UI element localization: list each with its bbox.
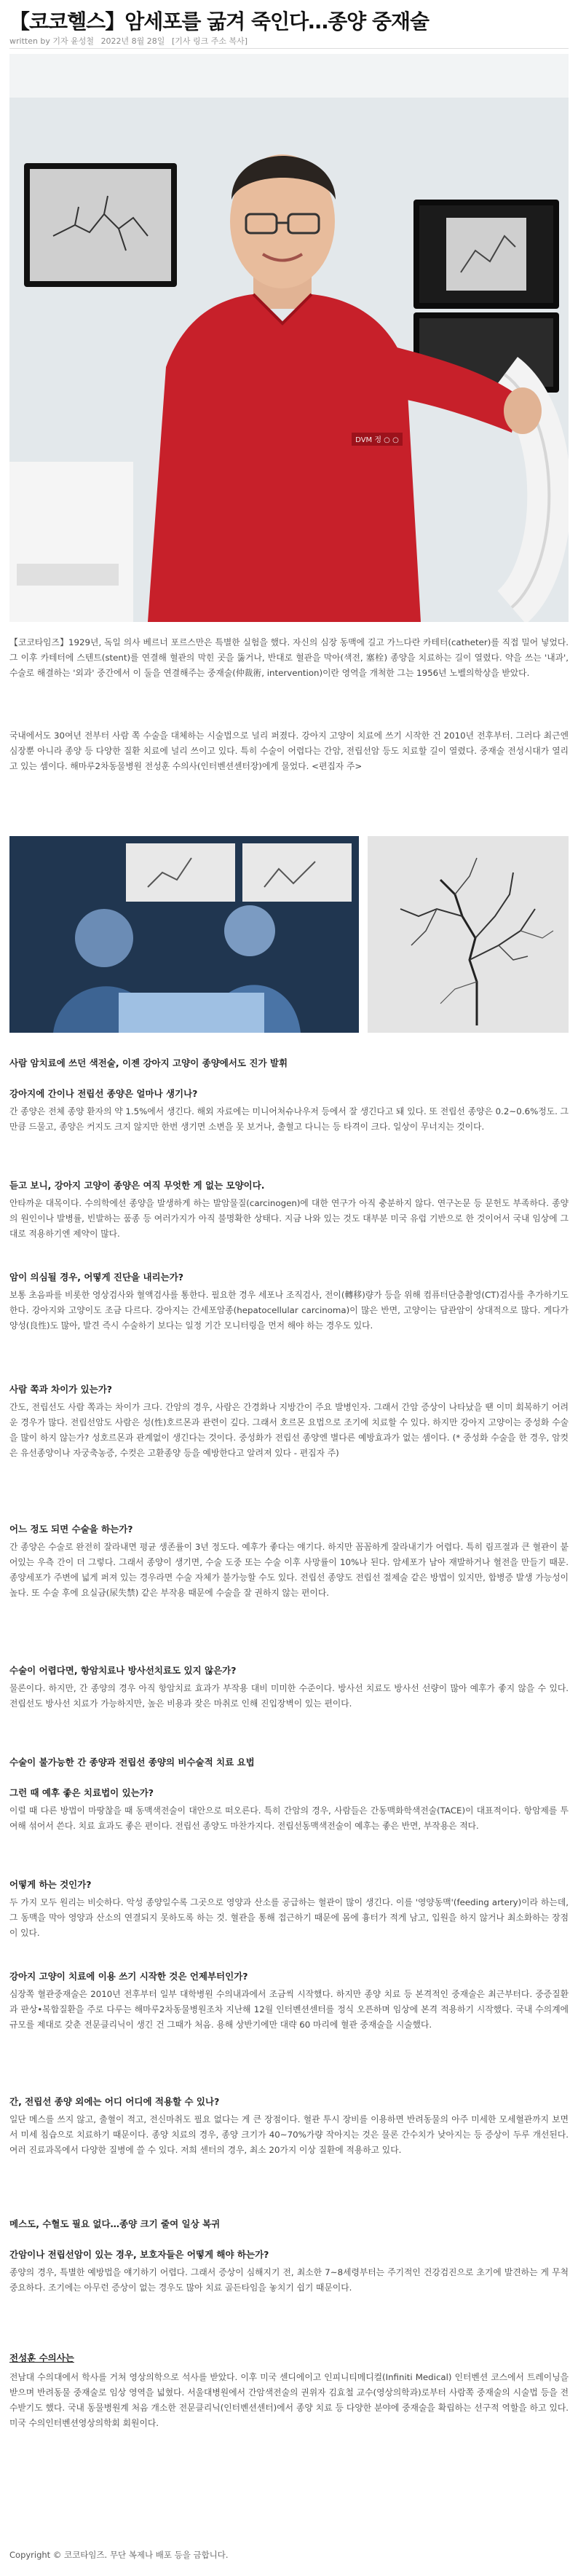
- section-heading-1: 사람 암치료에 쓰던 색전술, 이젠 강아지 고양이 종양에서도 진가 발휘: [9, 1057, 288, 1068]
- procedure-photo: [9, 836, 359, 1033]
- question-7: 그런 때 예후 좋은 치료법이 있는가?: [9, 1787, 154, 1798]
- answer-10: 일단 메스를 쓰지 않고, 출혈이 적고, 전신마취도 필요 없다는 게 큰 장점이다. 혈관 투시 장비를 이용하면 반려동물의 아주 미세한 모세혈관까지 보면서 미세 침습으로 치료하기 때문이다. 종양 치료의 경우, 종양 크기가 40~70%가량 작아지는 것은 물론 간수치가 낮아지는 등 증상이 두루 개선된다. 여러 진료과목에서 다양한 질병에 쓸 수 있다. 저희 센터의 경우, 최소 20가지 이상 질환에 적용하고 있다.: [9, 2114, 569, 2155]
- procedure-illustration: [9, 836, 359, 1033]
- angiography-image: [368, 836, 569, 1033]
- publish-date: 2022년 8월 28일: [100, 36, 165, 46]
- question-9: 강아지 고양이 치료에 이용 쓰기 시작한 것은 언제부터인가?: [9, 1971, 248, 1982]
- answer-11: 종양의 경우, 특별한 예방법을 얘기하기 어렵다. 그래서 증상이 심해지기 전, 최소한 7~8세령부터는 주기적인 건강검진으로 초기에 발견하는 게 무척 중요하다. 조기에는 아무런 증상이 없는 경우도 많아 치료 골든타임을 놓치기 쉽기 때문이다.: [9, 2267, 569, 2293]
- question-1: 강아지에 간이나 전립선 종양은 얼마나 생기나?: [9, 1088, 198, 1099]
- question-6: 수술이 어렵다면, 항암치료나 방사선치료도 있지 않은가?: [9, 1665, 237, 1676]
- question-4: 사람 쪽과 차이가 있는가?: [9, 1384, 113, 1395]
- answer-1: 간 종양은 전체 종양 환자의 약 1.5%에서 생긴다. 해외 자료에는 미니어처슈나우저 등에서 잘 생긴다고 돼 있다. 또 전립선 종양은 0.2~0.6%정도. 그만큼 드물고, 종양은 커지도 크지 않지만 한번 생기면 소변을 못 보거나, 출혈고 다니는 등 타격이 크다. 일상이 무너지는 것이다.: [9, 1106, 569, 1132]
- copyright-text: Copyright © 코코타임즈. 무단 복제나 배포 등을 금합니다.: [9, 2550, 229, 2560]
- profile-text: 전남대 수의대에서 학사를 거쳐 영상의학으로 석사를 받았다. 이후 미국 센디에이고 인피니티메디컬(Infiniti Medical) 인터벤션 코스에서 트레이닝을 받으며 반려동물 중재술로 임상 영역을 넓혔다. 서울대병원에서 간암색전술의 권위자 김효철 교수(영상의학과)로부터 사람쪽 중재술의 시술법 등을 전수받기도 했다. 국내 동물병원계 처음 개소한 전문클리닉(인터벤션센터)에서 종양 치료 등 다양한 분야에 중재술을 확립하는 선구적 역할을 하고 있다. 미국 수의인터벤션영상의학회 회원이다.: [9, 2372, 569, 2428]
- question-10: 간, 전립선 종양 외에는 어디 어디에 적용할 수 있나?: [9, 2096, 220, 2107]
- intro-paragraph-1: 【코코타임즈】1929년, 독일 의사 베르너 포르스만은 특별한 실험을 했다. 자신의 심장 동맥에 길고 가느다란 카테터(catheter)를 직접 밀어 넣었다. 그 이후 카테터에 스텐트(stent)를 연결해 혈관의 막힌 곳을 뚫거나, 반대로 혈관을 막아(색전, 塞栓) 종양을 치료하는 길이 열렸다. 약을 쓰는 '내과', 수술로 해결하는 '외과' 중간에서 이 둘을 연결해주는 중재술(仲裁術, intervention)이란 영역을 개척한 그는 1956년 노벨의학상을 받았다.: [9, 637, 569, 678]
- question-8: 어떻게 하는 것인가?: [9, 1879, 92, 1890]
- answer-5: 간 종양은 수술로 완전히 잘라내면 평균 생존률이 3년 정도다. 예후가 좋다는 얘기다. 하지만 꼼꼼하게 잘라내기가 어렵다. 특히 림프절과 큰 혈관이 붙어있는 우측 간이 더 그렇다. 그래서 종양이 생기면, 수술 도중 또는 수술 이후 사망률이 10%나 된다. 암세포가 남아 재발하거나 혈전을 만들기 때문. 종양세포가 주변에 넓게 퍼져 있는 경우라면 수술 자체가 불가능할 수도 있다. 전립선 종양도 전립선 절제술 같은 방법이 있지만, 합병증 발생 가능성이 높다. 또 수술 후에 요실금(尿失禁) 같은 부작용 때문에 수술을 잘 권하지 않는 편이다.: [9, 1542, 569, 1598]
- hero-illustration: [9, 54, 569, 622]
- question-3: 암이 의심될 경우, 어떻게 진단을 내리는가?: [9, 1272, 184, 1283]
- article-byline: [9, 35, 252, 47]
- section-heading-2: 수술이 불가능한 간 종양과 전립선 종양의 비수술적 치료 요법: [9, 1757, 255, 1768]
- title-divider: [9, 48, 569, 49]
- question-11: 간암이나 전립선암이 있는 경우, 보호자들은 어떻게 해야 하는가?: [9, 2249, 269, 2260]
- question-5: 어느 정도 되면 수술을 하는가?: [9, 1524, 133, 1535]
- answer-7: 이럴 때 다른 방법이 마땅찮을 때 동맥색전술이 대안으로 떠오른다. 특히 간암의 경우, 사람들은 간동맥화학색전술(TACE)이 대표적이다. 항암제를 투여해 섞어서 쓴다. 치료 효과도 좋은 편이다. 전립선 종양도 마찬가지다. 전립선동맥색전술이 예후는 좋은 반면, 부작용은 적다.: [9, 1805, 569, 1831]
- question-2: 듣고 보니, 강아지 고양이 종양은 여직 무엇한 게 없는 모양이다.: [9, 1180, 265, 1191]
- answer-6: 물론이다. 하지만, 간 종양의 경우 아직 항암치료 효과가 부작용 대비 미미한 수준이다. 방사선 치료도 방사선 선량이 많아 예후가 좋지 않을 수 있다. 전립선도 방사선 치료가 가능하지만, 높은 비용과 잦은 마취로 인해 진입장벽이 있는 편이다.: [9, 1683, 569, 1709]
- section-heading-3: 메스도, 수혈도 필요 없다…종양 크기 줄여 일상 복귀: [9, 2218, 221, 2229]
- scrubs-badge: DVM 정 ○ ○: [355, 436, 399, 444]
- angiography-illustration: [368, 836, 569, 1033]
- answer-4: 간도, 전립선도 사람 쪽과는 차이가 크다. 간암의 경우, 사람은 간경화나 지방간이 주요 발병인자. 그래서 간암 증상이 나타났을 땐 이미 회복하기 어려운 경우가 많다. 전립선암도 사람은 성(性)호르몬과 관련이 깊다. 그래서 호르몬 요법으로 조기에 치료할 수 있다. 하지만 강아지 고양이는 중성화 수술을 많이 하지 않는가? 성호르몬과 관계없이 생긴다는 것이다. 중성화가 전립선 종양엔 별다른 예방효과가 없는 셈이다. (* 중성화 수술을 한 경우, 암컷은 유선종양이나 자궁축농증, 수컷은 고환종양 등을 예방한다고 알려져 있다 - 편집자 주): [9, 1402, 569, 1458]
- profile-heading: 전성훈 수의사는: [9, 2352, 74, 2363]
- author-name[interactable]: written by 기자 윤성철: [9, 36, 95, 46]
- hero-photo: [9, 54, 569, 622]
- copy-link-button[interactable]: [기사 링크 주소 복사]: [171, 36, 248, 46]
- answer-3: 보통 초음파를 비롯한 영상검사와 혈액검사를 통한다. 필요한 경우 세포나 조직검사, 전이(轉移)량가 등을 위해 컴퓨터단층촬영(CT)검사를 추가하기도 한다. 강아지와 고양이도 조금 다르다. 강아지는 간세포암종(hepatocellular carcinoma)이 많은 반면, 고양이는 담관암이 상대적으로 많다. 게다가 양성(良性)도 많아, 발견 즉시 수술하기 보다는 일정 기간 모니터링을 먼저 해야 하는 경우도 있다.: [9, 1290, 569, 1331]
- article-title: 【코코헬스】암세포를 굶겨 죽인다…종양 중재술: [9, 9, 429, 34]
- answer-9: 심장쪽 혈관중재술은 2010년 전후부터 일부 대학병원 수의내과에서 조금씩 시작했다. 하지만 종양 치료 등 본격적인 중재술은 최근부터다. 중증질환과 판상•복합질환을 주로 다루는 해마루2차동물병원조차 지난해 12월 인터벤션센터를 정식 오픈하며 임상에 본격 적용하기 시작했다. 국내 수의계에 규모를 제대로 갖춘 전문클리닉이 생긴 건 그때가 처음. 용해 상반기에만 대략 60 마리에 혈관 중재술을 시술했다.: [9, 1989, 569, 2030]
- answer-8: 두 가지 모두 원리는 비슷하다. 악성 종양일수록 그곳으로 영양과 산소를 공급하는 혈관이 많이 생긴다. 이를 '영양동맥'(feeding artery)이라 하는데, 그 동맥을 막아 영양과 산소의 연결되지 못하도록 하는 것. 혈관을 통해 접근하기 때문에 몸에 흉터가 적게 남고, 입원을 하지 않거나 최소화하는 장점이 있다.: [9, 1897, 569, 1938]
- intro-paragraph-2: 국내에서도 30여년 전부터 사람 쪽 수술을 대체하는 시술법으로 널리 퍼졌다. 강아지 고양이 치료에 쓰기 시작한 건 2010년 전후부터. 그러다 최근엔 심장뿐 아니라 종양 등 다양한 질환 치료에 널리 쓰이고 있다. 특히 수술이 어렵다는 간암, 전립선암 등도 치료할 길이 열렸다. 중재술 전성시대가 열리고 있는 셈이다. 해마루2차동물병원 전성훈 수의사(인터벤션센터장)에게 물었다. <편집자 주>: [9, 730, 569, 771]
- answer-2: 안타까운 대목이다. 수의학에선 종양을 발생하게 하는 발암물질(carcinogen)에 대한 연구가 아직 충분하지 않다. 연구논문 등 문헌도 부족하다. 종양의 원인이나 발병률, 빈발하는 품종 등 여러가지가 아직 불명확한 상태다. 지금 나와 있는 것도 대부분 미국 유럽 기반으로 한 것이어서 국내 임상에 그대로 적용하기엔 제약이 많다.: [9, 1198, 569, 1239]
